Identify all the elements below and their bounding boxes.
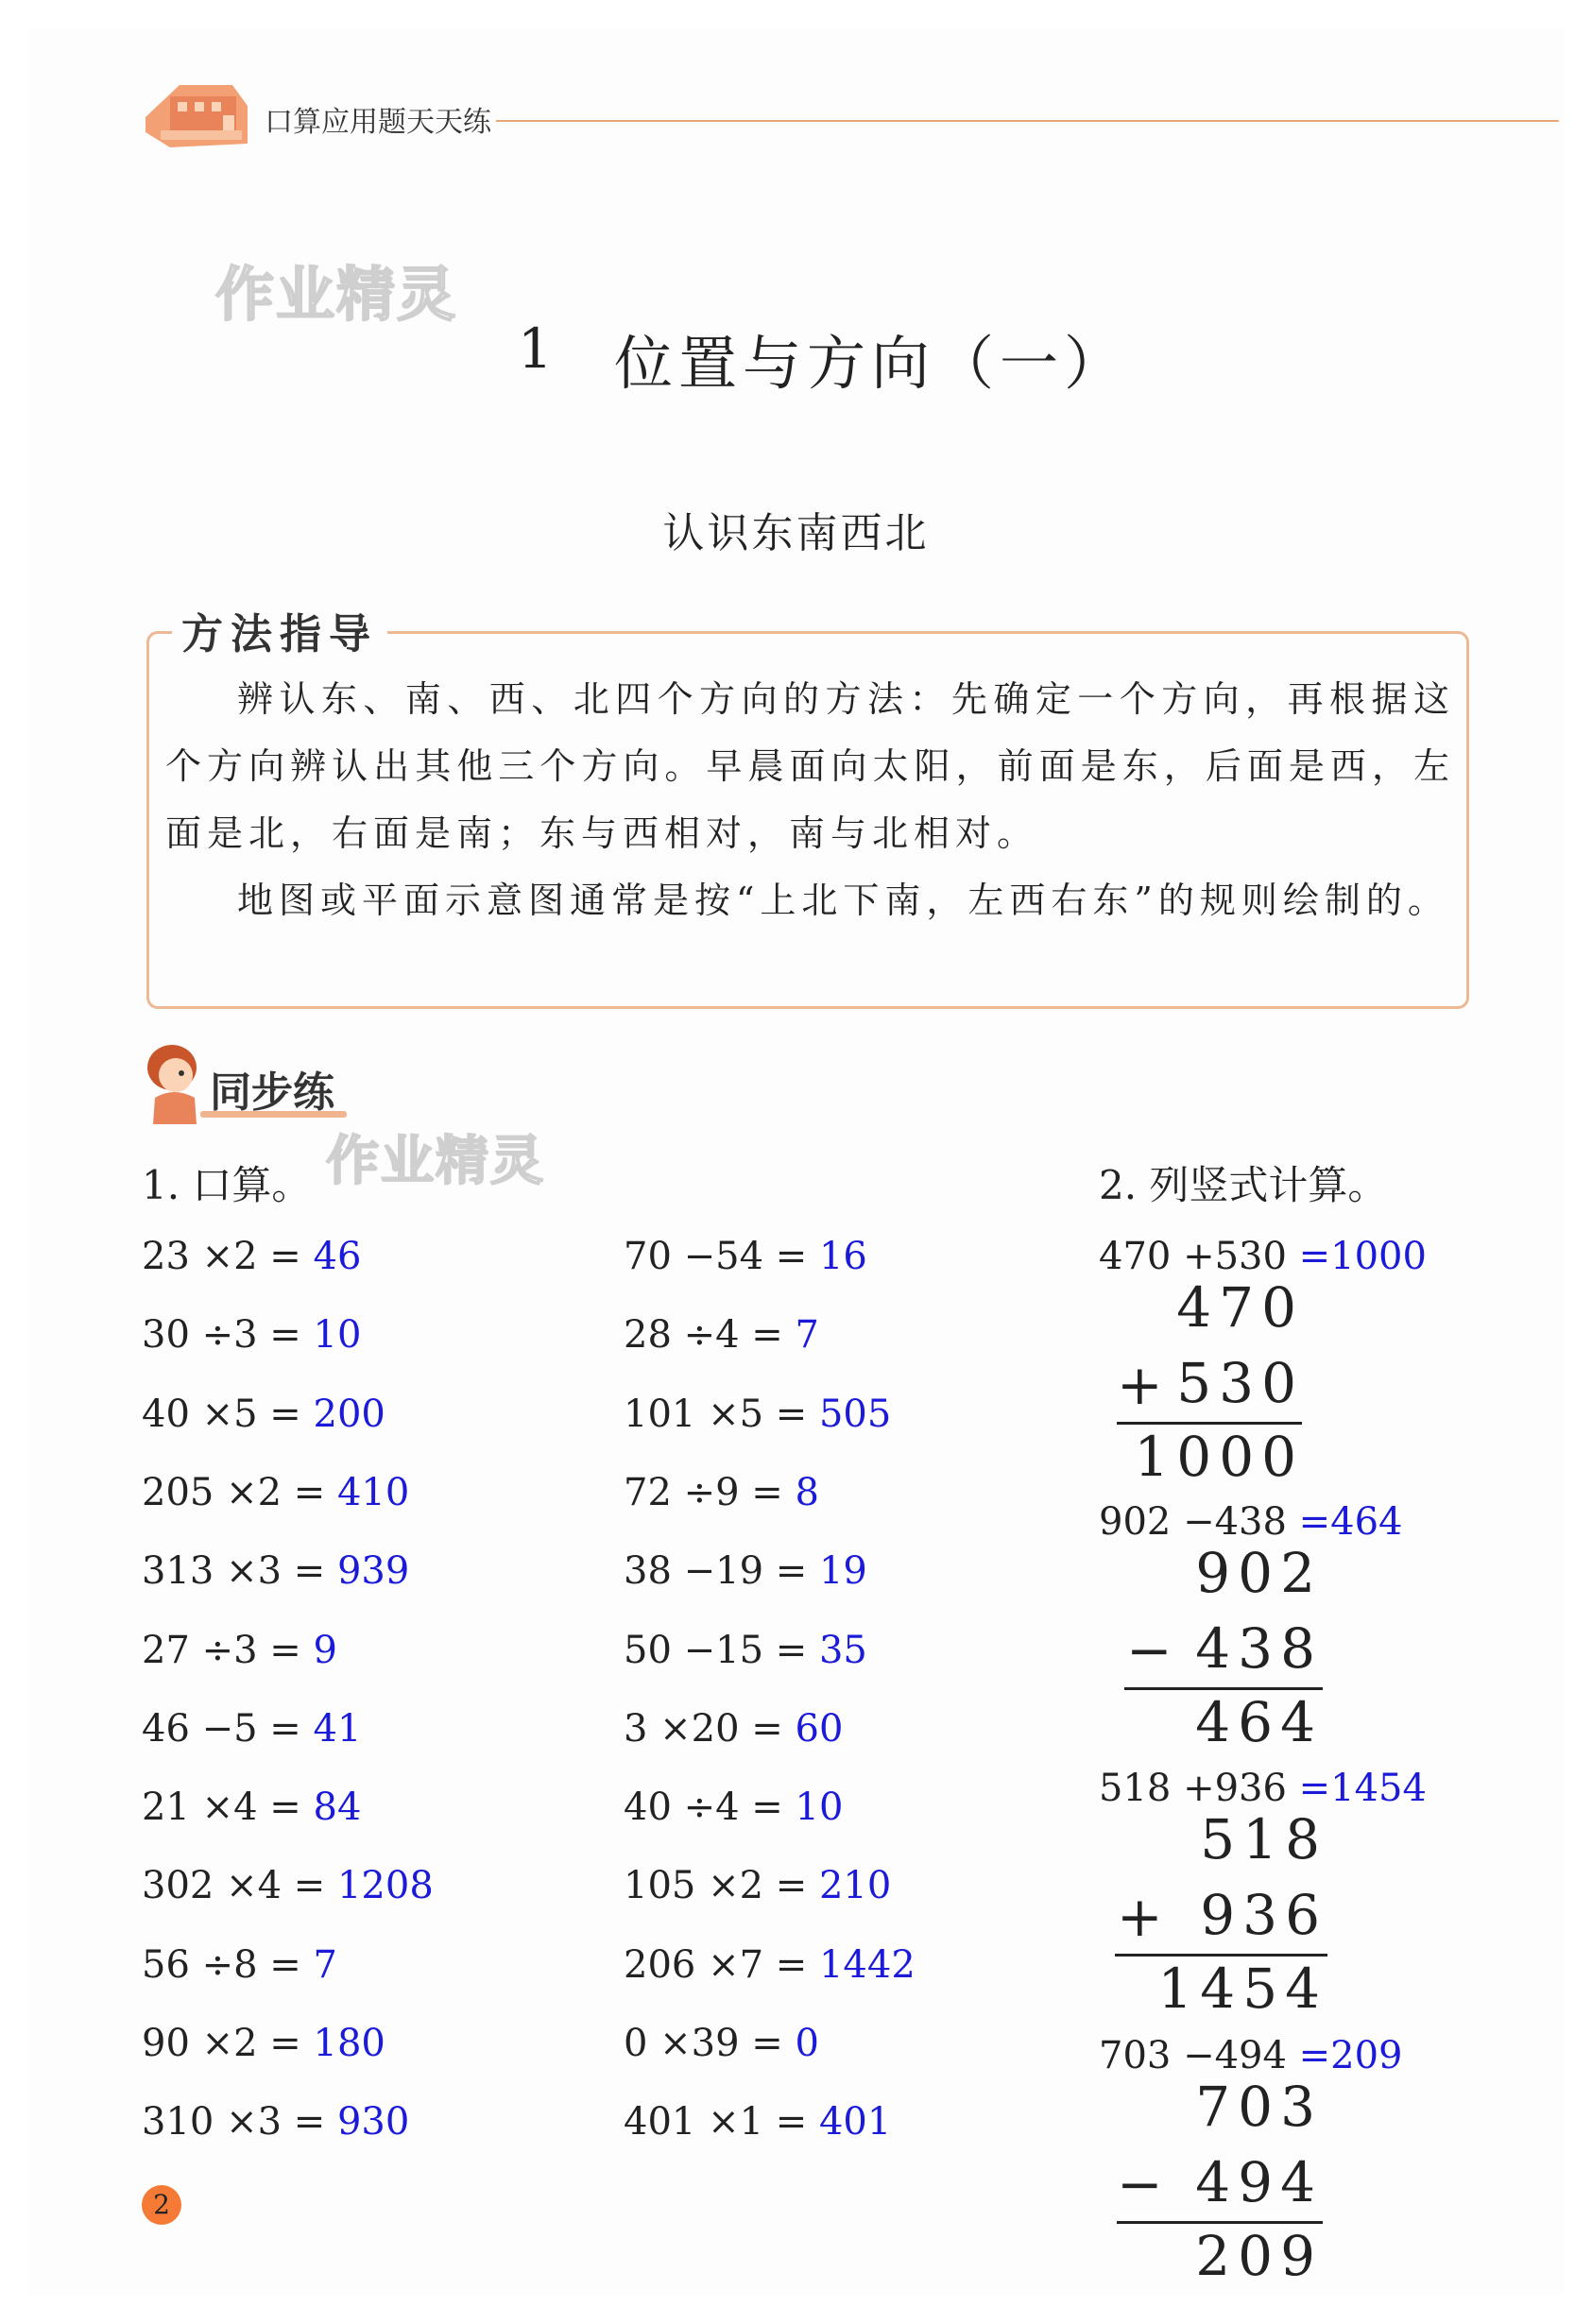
calc-row: [142, 2022, 385, 2065]
calc-row: [624, 1471, 819, 1514]
calc-answer: 0: [795, 2022, 819, 2065]
calc-expression: 0 ×39 =: [624, 2022, 796, 2065]
calc-expression: 302 ×4 =: [142, 1864, 337, 1908]
calc-answer: 10: [313, 1313, 362, 1358]
calc-answer: =1454: [1298, 1767, 1427, 1810]
vertical-problem-header: [1099, 2034, 1403, 2077]
calc-row: [142, 1313, 361, 1357]
calc-row: [142, 2100, 409, 2144]
calc-expression: 902 −438: [1099, 1500, 1299, 1544]
calc-expression: 206 ×7 =: [624, 1942, 819, 1987]
watermark: 作业精灵: [326, 1131, 545, 1192]
page-number: 2: [142, 2185, 181, 2225]
vertical-operand-b: 936: [1200, 1883, 1327, 1947]
calc-answer: 410: [336, 1470, 410, 1514]
calc-answer: 9: [313, 1628, 337, 1672]
vertical-operand-a: 703: [1195, 2075, 1323, 2139]
calc-row: [142, 1235, 361, 1278]
calc-row: [624, 2100, 891, 2144]
calc-answer: 1208: [336, 1864, 434, 1908]
calc-answer: 35: [818, 1628, 867, 1672]
calc-expression: 205 ×2 =: [142, 1470, 337, 1514]
calc-answer: =209: [1298, 2034, 1403, 2077]
watermark: 作业精灵: [215, 260, 458, 329]
vertical-operand-b: 530: [1176, 1351, 1304, 1415]
method-label: 方法指导: [172, 600, 387, 660]
vertical-operator: +: [1117, 1353, 1163, 1417]
calc-expression: 30 ÷3 =: [142, 1313, 314, 1358]
vertical-operand-b: 494: [1195, 2150, 1323, 2214]
calc-expression: 46 −5 =: [142, 1706, 314, 1751]
calc-answer: 930: [336, 2100, 410, 2145]
vertical-result: 1454: [1157, 1957, 1327, 2021]
calc-answer: 41: [313, 1706, 362, 1751]
calc-expression: 105 ×2 =: [624, 1864, 819, 1908]
calc-row: [142, 1707, 361, 1751]
calc-answer: =1000: [1298, 1235, 1427, 1278]
calc-expression: 40 ÷4 =: [624, 1786, 796, 1830]
calc-row: [142, 1471, 409, 1514]
vertical-result: 209: [1195, 2224, 1323, 2288]
calc-answer: 210: [818, 1864, 892, 1908]
vertical-operator: −: [1126, 1618, 1173, 1683]
calc-row: [624, 1549, 867, 1593]
calc-answer: 84: [313, 1786, 362, 1830]
calc-answer: 46: [313, 1235, 362, 1278]
method-paragraph: 辨认东、南、西、北四个方向的方法：先确定一个方向，再根据这个方向辨认出其他三个方向。早晨面向太阳，前面是东，后面是西，左面是北，右面是南；东与西相对，南与北相对。: [165, 678, 1455, 854]
vertical-result: 464: [1195, 1690, 1323, 1754]
vertical-operand-a: 470: [1176, 1275, 1304, 1340]
vertical-operand-a: 518: [1200, 1807, 1327, 1871]
sync-label: 同步练: [210, 1068, 334, 1117]
student-icon: [140, 1039, 208, 1124]
lesson-title: 认识东南西北: [662, 509, 930, 557]
calc-row: [624, 1786, 843, 1829]
calc-row: [142, 1943, 337, 1987]
calc-expression: 50 −15 =: [624, 1628, 819, 1672]
vertical-operand-a: 902: [1195, 1541, 1323, 1605]
calc-row: [142, 1393, 385, 1436]
calc-answer: 10: [795, 1786, 844, 1830]
calc-answer: 401: [818, 2100, 892, 2145]
calc-answer: 180: [313, 2022, 385, 2065]
calc-expression: 310 ×3 =: [142, 2100, 337, 2145]
vertical-operand-b: 438: [1195, 1616, 1323, 1681]
calc-answer: 19: [818, 1549, 867, 1594]
calc-expression: 470 +530: [1099, 1235, 1299, 1278]
unit-title: 位置与方向（一）: [614, 329, 1129, 398]
calc-row: [624, 1235, 867, 1278]
calc-answer: 1442: [818, 1942, 916, 1987]
header-title: 口算应用题天天练: [265, 106, 491, 139]
calc-expression: 72 ÷9 =: [624, 1470, 796, 1514]
method-text: [165, 666, 1455, 934]
calc-row: [142, 1549, 409, 1593]
calc-expression: 101 ×5 =: [624, 1392, 819, 1436]
calc-answer: 7: [313, 1942, 337, 1987]
calc-row: [624, 1943, 916, 1987]
calc-answer: 200: [313, 1392, 385, 1436]
calc-answer: 8: [795, 1470, 819, 1514]
calc-expression: 313 ×3 =: [142, 1549, 337, 1594]
calc-answer: 60: [795, 1706, 844, 1751]
calc-expression: 40 ×5 =: [142, 1392, 314, 1436]
calc-answer: =464: [1298, 1500, 1403, 1544]
calc-row: [624, 1393, 891, 1436]
vertical-operator: +: [1117, 1885, 1163, 1949]
vertical-problem-header: [1099, 1500, 1403, 1544]
q1-heading: 1. 口算。: [142, 1162, 312, 1208]
calc-expression: 3 ×20 =: [624, 1706, 796, 1751]
calc-expression: 401 ×1 =: [624, 2100, 819, 2145]
unit-number: 1: [518, 316, 553, 381]
calc-expression: 90 ×2 =: [142, 2022, 314, 2065]
calc-expression: 28 ÷4 =: [624, 1313, 796, 1358]
vertical-problem-header: [1099, 1235, 1427, 1278]
calc-answer: 505: [818, 1392, 892, 1436]
calc-expression: 70 −54 =: [624, 1235, 819, 1278]
method-paragraph: 地图或平面示意图通常是按“上北下南，左西右东”的规则绘制的。: [237, 880, 1449, 921]
calc-expression: 21 ×4 =: [142, 1786, 314, 1830]
header-rule: [496, 120, 1559, 122]
calc-row: [142, 1864, 434, 1907]
calc-row: [624, 1313, 819, 1357]
calc-answer: 7: [795, 1313, 819, 1358]
calc-expression: 56 ÷8 =: [142, 1942, 314, 1987]
vertical-result: 1000: [1134, 1425, 1304, 1489]
vertical-problem-header: [1099, 1767, 1427, 1810]
calc-expression: 703 −494: [1099, 2034, 1299, 2077]
calc-row: [624, 2022, 819, 2065]
calc-row: [624, 1707, 843, 1751]
vertical-operator: −: [1117, 2152, 1163, 2216]
calc-answer: 16: [818, 1235, 867, 1278]
calc-row: [624, 1864, 891, 1907]
calc-expression: 518 +936: [1099, 1767, 1299, 1810]
calc-row: [624, 1629, 867, 1672]
q2-heading: 2. 列竖式计算。: [1099, 1162, 1388, 1208]
calc-row: [142, 1786, 361, 1829]
calc-expression: 38 −19 =: [624, 1549, 819, 1594]
calc-expression: 23 ×2 =: [142, 1235, 314, 1278]
calc-answer: 939: [336, 1549, 410, 1594]
calc-expression: 27 ÷3 =: [142, 1628, 314, 1672]
house-logo-icon: [142, 77, 253, 153]
calc-row: [142, 1629, 337, 1672]
